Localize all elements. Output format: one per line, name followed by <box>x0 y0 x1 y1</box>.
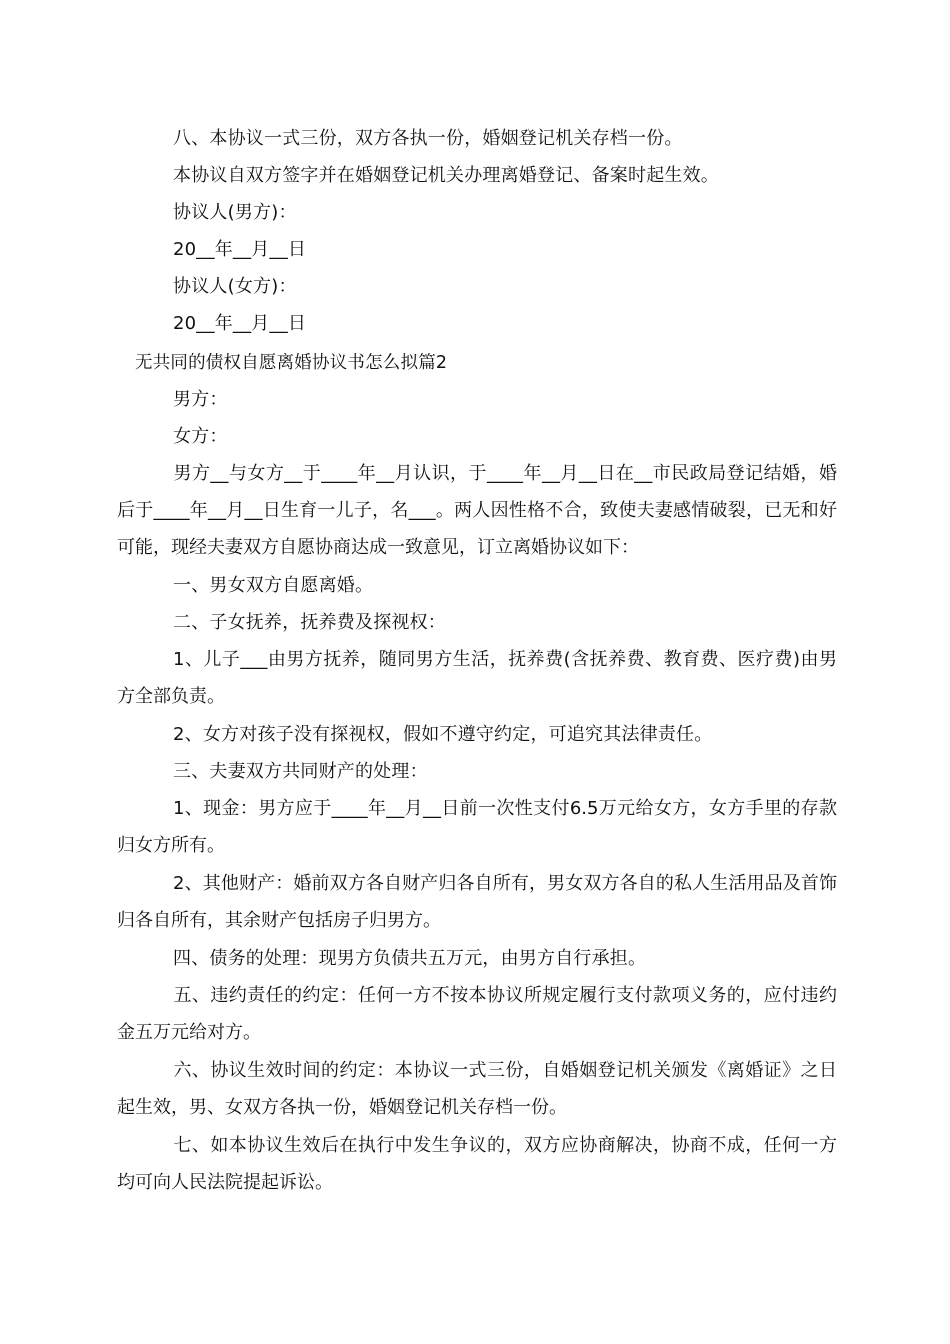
female-party: 女方： <box>173 426 228 447</box>
effective-statement: 本协议自双方签字并在婚姻登记机关办理离婚登记、备案时起生效。 <box>173 165 719 186</box>
dispute-paragraph: 七、如本协议生效后在执行中发生争议的，双方应协商解决，协商不成，任何一方均可向人民法院提起诉讼。 <box>117 1135 837 1193</box>
date-female: 20__年__月__日 <box>173 313 307 334</box>
clause-one: 一、男女双方自愿离婚。 <box>173 575 374 596</box>
child-custody-paragraph: 1、儿子___由男方抚养，随同男方生活，抚养费(含抚养费、教育费、医疗费)由男方全部负责。 <box>117 649 837 707</box>
breach-paragraph: 五、违约责任的约定：任何一方不按本协议所规定履行支付款项义务的，应付违约金五万元给对方。 <box>117 985 837 1043</box>
male-party: 男方： <box>173 389 228 410</box>
effective-time-paragraph: 六、协议生效时间的约定：本协议一式三份，自婚姻登记机关颁发《离婚证》之日起生效，男、女双方各执一份，婚姻登记机关存档一份。 <box>117 1060 837 1118</box>
signatory-female: 协议人(女方)： <box>173 276 297 297</box>
signatory-male: 协议人(男方)： <box>173 202 297 223</box>
clause-four: 四、债务的处理：现男方负债共五万元，由男方自行承担。 <box>173 948 647 969</box>
clause-eight: 八、本协议一式三份，双方各执一份，婚姻登记机关存档一份。 <box>173 128 683 149</box>
date-male: 20__年__月__日 <box>173 239 307 260</box>
cash-paragraph: 1、现金：男方应于____年__月__日前一次性支付6.5万元给女方，女方手里的存款归女方所有。 <box>117 798 837 856</box>
section-heading: 无共同的债权自愿离婚协议书怎么拟篇2 <box>135 353 448 373</box>
visitation-clause: 2、女方对孩子没有探视权，假如不遵守约定，可追究其法律责任。 <box>173 724 713 745</box>
clause-three: 三、夫妻双方共同财产的处理： <box>173 761 428 782</box>
clause-two: 二、子女抚养，抚养费及探视权： <box>173 612 446 633</box>
other-property-paragraph: 2、其他财产：婚前双方各自财产归各自所有，男女双方各自的私人生活用品及首饰归各自所有，其余财产包括房子归男方。 <box>117 873 837 931</box>
intro-paragraph: 男方__与女方__于____年__月认识，于____年__月__日在__市民政局登记结婚，婚后于____年__月__日生育一儿子，名___。两人因性格不合，致使夫妻感情破裂，已无和好可能，现经夫妻双方自愿协商达成一致意见，订立离婚协议如下： <box>117 463 837 558</box>
